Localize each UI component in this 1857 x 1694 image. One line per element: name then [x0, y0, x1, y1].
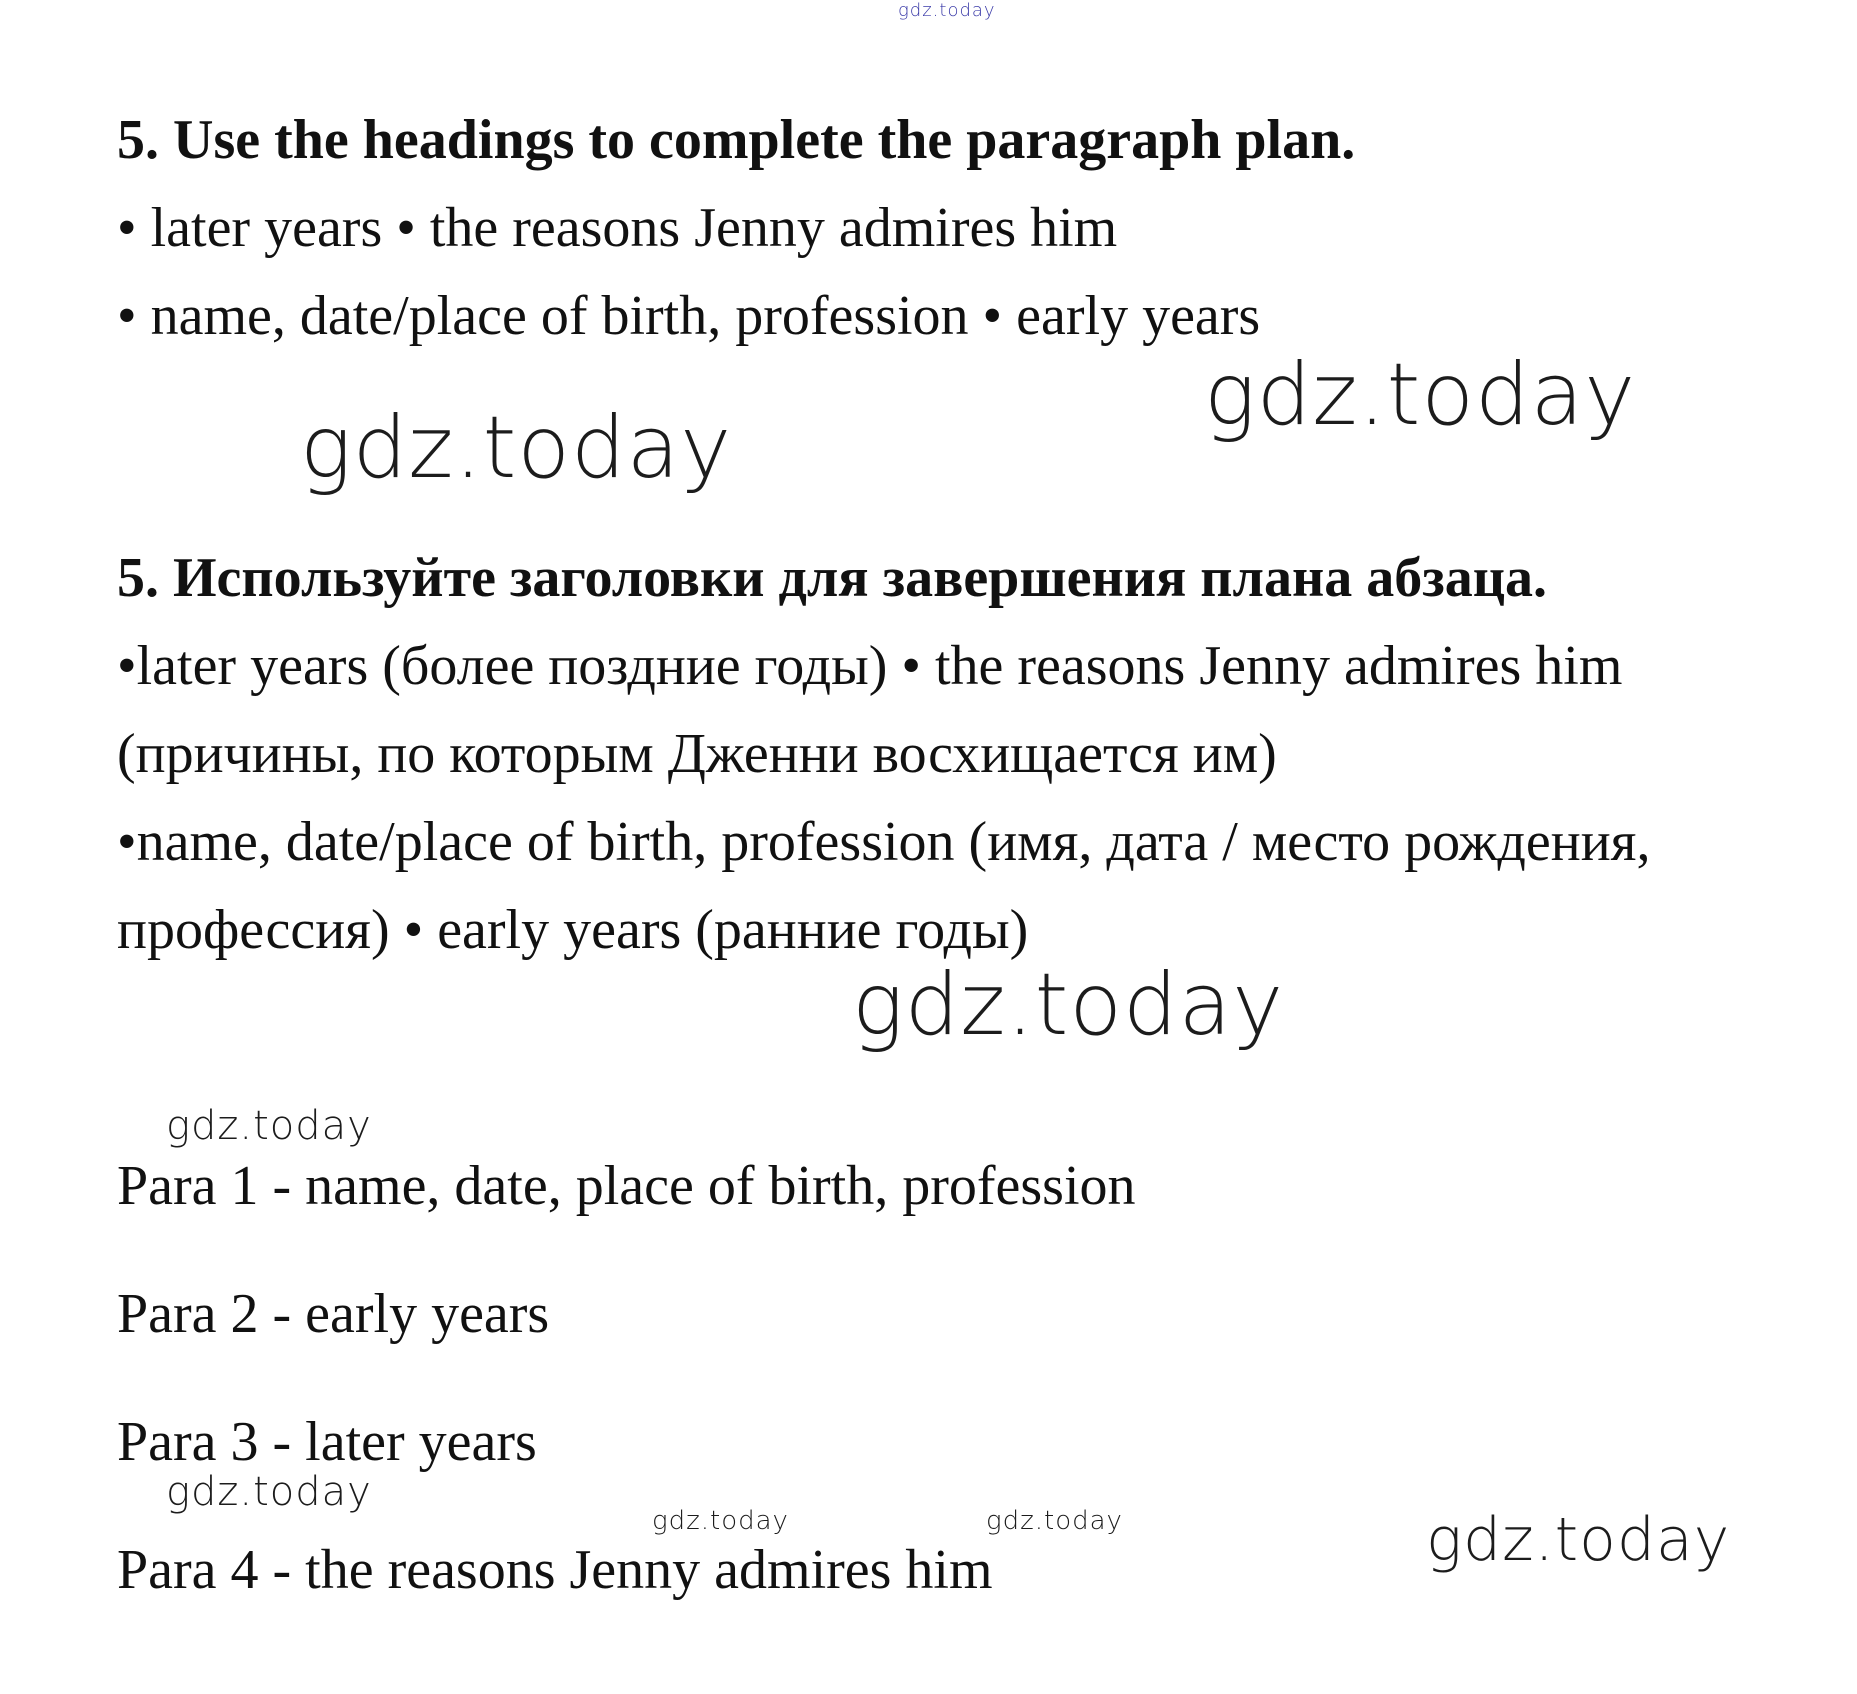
- english-headings-line-1: • later years • the reasons Jenny admires him: [117, 197, 1118, 259]
- english-heading: 5. Use the headings to complete the paragraph plan.: [117, 109, 1356, 171]
- answer-para-2: Para 2 - early years: [117, 1283, 550, 1345]
- watermark-2: gdz.today: [300, 398, 733, 498]
- answer-para-3: Para 3 - later years: [117, 1411, 537, 1473]
- watermark-8: gdz.today: [1426, 1505, 1731, 1575]
- russian-line-2: (причины, по которым Дженни восхищается им): [117, 723, 1277, 785]
- watermark-top: gdz.today: [898, 0, 996, 21]
- watermark-7: gdz.today: [986, 1506, 1123, 1536]
- answer-para-1: Para 1 - name, date, place of birth, profession: [117, 1155, 1136, 1217]
- watermark-6: gdz.today: [652, 1506, 789, 1536]
- russian-line-4: профессия) • early years (ранние годы): [117, 899, 1029, 961]
- russian-line-3: •name, date/place of birth, profession (имя, дата / место рождения,: [117, 811, 1651, 873]
- watermark-1: gdz.today: [1204, 345, 1637, 445]
- watermark-5: gdz.today: [166, 1469, 372, 1515]
- english-headings-line-2: • name, date/place of birth, profession • early years: [117, 285, 1261, 347]
- watermark-3: gdz.today: [852, 955, 1285, 1055]
- russian-heading: 5. Используйте заголовки для завершения плана абзаца.: [117, 547, 1547, 609]
- answer-para-4: Para 4 - the reasons Jenny admires him: [117, 1539, 993, 1601]
- watermark-4: gdz.today: [166, 1103, 372, 1149]
- russian-line-1: •later years (более поздние годы) • the reasons Jenny admires him: [117, 635, 1623, 697]
